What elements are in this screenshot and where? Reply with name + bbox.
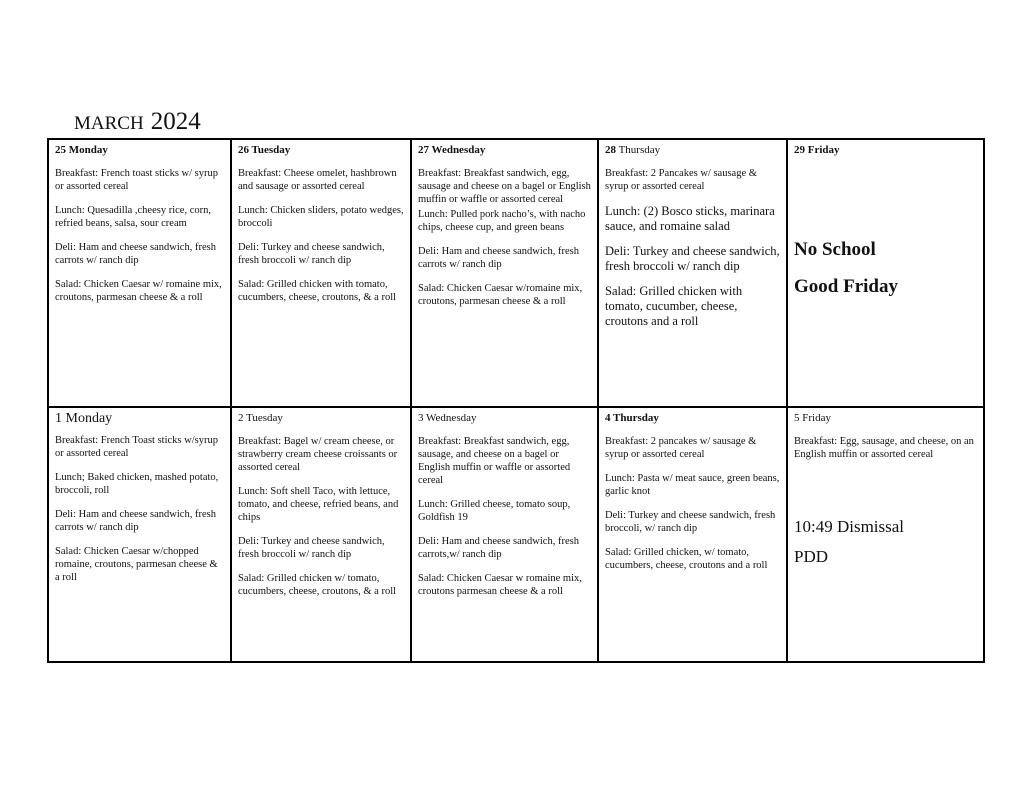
breakfast-text: Breakfast: French toast sticks w/ syrup or assorted cereal — [55, 168, 219, 192]
deli-text: Deli: Ham and cheese sandwich, fresh carrots w/ ranch dip — [55, 242, 216, 266]
day-cell-apr-4 — [598, 407, 787, 662]
lunch-text: Lunch: Chicken sliders, potato wedges, broccoli — [238, 205, 404, 229]
deli-text: Deli: Turkey and cheese sandwich, fresh broccoli w/ ranch dip — [238, 536, 385, 560]
day-label: 5 Friday — [794, 412, 831, 424]
salad-text: Salad: Grilled chicken with tomato, cucumbers, cheese, croutons, & a roll — [238, 279, 397, 303]
salad-text: Salad: Chicken Caesar w/chopped romaine, croutons, parmesan cheese & a roll — [55, 546, 218, 583]
day-cell-apr-1 — [48, 407, 231, 662]
lunch-text: Lunch: Quesadilla ,cheesy rice, corn, refried beans, salsa, sour cream — [55, 205, 211, 229]
week-row-2 — [48, 407, 984, 662]
breakfast-text: Breakfast: 2 Pancakes w/ sausage & syrup or assorted cereal — [605, 168, 757, 192]
day-cell-mar-29 — [787, 139, 984, 407]
day-label: 3 Wednesday — [418, 412, 477, 424]
day-cell-mar-28 — [598, 139, 787, 407]
day-name: Thursday — [618, 144, 661, 156]
day-label: 27 Wednesday — [418, 144, 486, 156]
day-cell-mar-26 — [231, 139, 411, 407]
salad-text: Salad: Chicken Caesar w/ romaine mix, croutons, parmesan cheese & a roll — [55, 279, 222, 303]
lunch-text: Lunch; Baked chicken, mashed potato, broccoli, roll — [55, 472, 219, 496]
deli-text: Deli: Turkey and cheese sandwich, fresh broccoli w/ ranch dip — [605, 244, 780, 273]
day-label: 2 Tuesday — [238, 412, 283, 424]
day-cell-apr-3 — [411, 407, 598, 662]
lunch-text: Lunch: Grilled cheese, tomato soup, Goldfish 19 — [418, 499, 571, 523]
breakfast-text: Breakfast: Egg, sausage, and cheese, on an English muffin or assorted cereal — [794, 436, 974, 460]
salad-text: Salad: Chicken Caesar w/romaine mix, croutons, parmesan cheese & a roll — [418, 283, 583, 307]
breakfast-text: Breakfast: Bagel w/ cream cheese, or strawberry cream cheese croissants or assorted cereal — [238, 436, 398, 473]
lunch-text: Lunch: Pasta w/ meat sauce, green beans, garlic knot — [605, 473, 780, 497]
deli-text: Deli: Ham and cheese sandwich, fresh carrots w/ ranch dip — [55, 509, 216, 533]
day-cell-apr-5 — [787, 407, 984, 662]
deli-text: Deli: Turkey and cheese sandwich, fresh broccoli, w/ ranch dip — [605, 510, 776, 534]
holiday-note: Good Friday — [794, 276, 898, 297]
day-label: 29 Friday — [794, 144, 840, 156]
breakfast-text: Breakfast: Breakfast sandwich, egg, sausage and cheese on a bagel or English muffin or waffle or assorted cereal — [418, 168, 591, 205]
title-year: 2024 — [150, 108, 201, 135]
day-label: 4 Thursday — [605, 412, 659, 424]
day-cell-apr-2 — [231, 407, 411, 662]
lunch-text: Lunch: Pulled pork nacho’s, with nacho chips, cheese cup, and green beans — [418, 209, 586, 233]
salad-text: Salad: Chicken Caesar w romaine mix, croutons parmesan cheese & a roll — [418, 573, 582, 597]
breakfast-text: Breakfast: French Toast sticks w/syrup or assorted cereal — [55, 435, 218, 459]
day-label — [605, 144, 780, 157]
day-number: 28 — [605, 144, 616, 156]
deli-text: Deli: Ham and cheese sandwich, fresh carrots w/ ranch dip — [418, 246, 579, 270]
breakfast-text: Breakfast: Cheese omelet, hashbrown and sausage or assorted cereal — [238, 168, 397, 192]
salad-text: Salad: Grilled chicken, w/ tomato, cucumbers, cheese, croutons and a roll — [605, 547, 768, 571]
salad-text: Salad: Grilled chicken w/ tomato, cucumbers, cheese, croutons, & a roll — [238, 573, 397, 597]
pdd-note: PDD — [794, 547, 829, 566]
lunch-text: Lunch: (2) Bosco sticks, marinara sauce, and romaine salad — [605, 204, 775, 233]
dismissal-note: 10:49 Dismissal — [794, 517, 905, 536]
deli-text: Deli: Ham and cheese sandwich, fresh carrots,w/ ranch dip — [418, 536, 579, 560]
day-cell-mar-27 — [411, 139, 598, 407]
breakfast-text: Breakfast: 2 pancakes w/ sausage & syrup or assorted cereal — [605, 436, 757, 460]
day-label: 1 Monday — [55, 411, 113, 426]
week-row-1 — [48, 139, 984, 407]
day-label: 26 Tuesday — [238, 144, 291, 156]
deli-text: Deli: Turkey and cheese sandwich, fresh broccoli w/ ranch dip — [238, 242, 385, 266]
menu-calendar — [47, 138, 985, 663]
lunch-text: Lunch: Soft shell Taco, with lettuce, tomato, and cheese, refried beans, and chips — [238, 486, 399, 523]
day-cell-mar-25 — [48, 139, 231, 407]
salad-text: Salad: Grilled chicken with tomato, cucumber, cheese, croutons and a roll — [605, 284, 743, 328]
calendar-title — [74, 108, 201, 136]
no-school-note: No School — [794, 239, 876, 260]
day-label: 25 Monday — [55, 144, 108, 156]
title-month: MARCH — [74, 113, 144, 134]
breakfast-text: Breakfast: Breakfast sandwich, egg, sausage, and cheese on a bagel or English muffin or waffle or assorted cereal — [418, 436, 571, 486]
